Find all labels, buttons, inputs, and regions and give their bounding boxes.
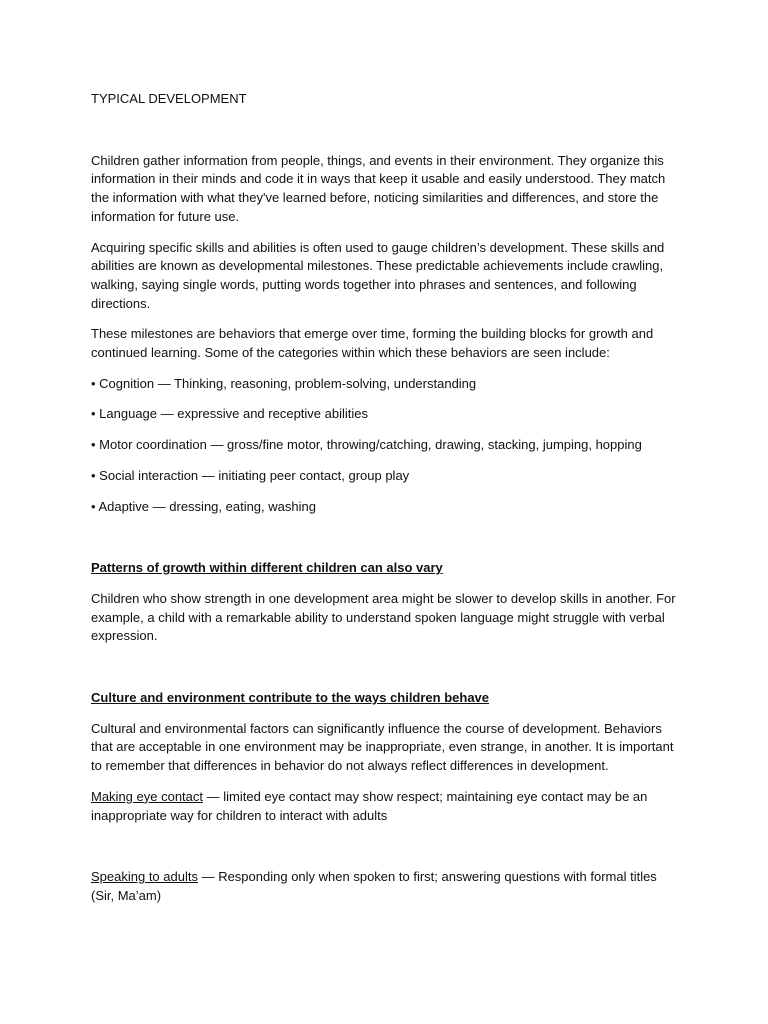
intro-paragraph-1: Children gather information from people, things, and events in their environment. They organize this information in their minds and code it in ways that keep it usable and easily understood. They match the information with what they've learned before, noticing similarities and differences, and store the information for future use. [91, 152, 666, 224]
intro-paragraph-3: These milestones are behaviors that emerge over time, forming the building blocks for growth and continued learning. Some of the categories within which these behaviors are seen include: [91, 326, 654, 361]
document-title: TYPICAL DEVELOPMENT [91, 91, 247, 106]
section-body-culture: Cultural and environmental factors can significantly influence the course of development. Behaviors that are acceptable in one environment may be inappropriate, even strange, in another. It is important to remember that differences in behavior do not always reflect differences in development. [91, 720, 674, 774]
section-body-growth: Children who show strength in one development area might be slower to develop skills in another. For example, a child with a remarkable ability to understand spoken language might struggle with verbal expression. [91, 590, 676, 644]
speaking-term: Speaking to adults [91, 869, 198, 885]
speaking-paragraph [91, 868, 681, 905]
intro-paragraph-2: Acquiring specific skills and abilities is often used to gauge children’s development. These skills and abilities are known as developmental milestones. These predictable achievements include crawling, walking, saying single words, putting words together into phrases and sentences, and following directions. [91, 239, 665, 311]
section-heading-growth: Patterns of growth within different children can also vary [91, 560, 443, 576]
bullet-motor-coordination: • Motor coordination — gross/fine motor, throwing/catching, drawing, stacking, jumping, hopping [91, 437, 642, 453]
bullet-adaptive: • Adaptive — dressing, eating, washing [91, 498, 316, 514]
eye-contact-term: Making eye contact [91, 788, 204, 804]
document-body [91, 90, 681, 918]
bullet-language: • Language — expressive and receptive abilities [91, 406, 368, 422]
eye-contact-paragraph [91, 788, 681, 825]
speaking-text: — Responding only when spoken to first; answering questions with formal titles (Sir, Ma’am) [91, 869, 657, 903]
bullet-cognition: • Cognition — Thinking, reasoning, problem-solving, understanding [91, 375, 477, 391]
eye-contact-text: — limited eye contact may show respect; maintaining eye contact may be an inappropriate way for children to interact with adults [91, 788, 648, 823]
bullet-social-interaction: • Social interaction — initiating peer contact, group play [91, 467, 410, 483]
section-heading-culture: Culture and environment contribute to the ways children behave [91, 690, 490, 706]
